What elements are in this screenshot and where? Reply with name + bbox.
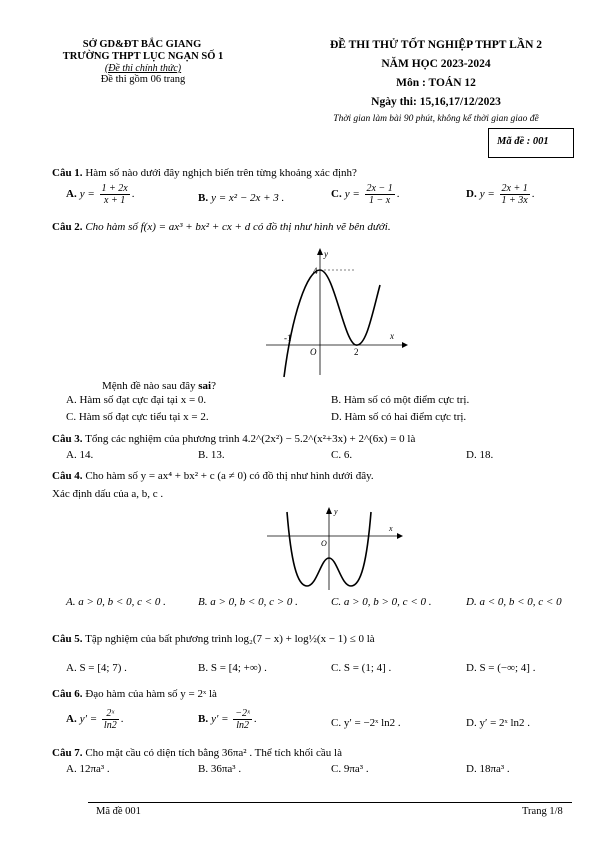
exam-date: Ngày thi: 15,16,17/12/2023 xyxy=(371,96,501,108)
q7-option-a: A. 12πa³ . xyxy=(66,763,110,775)
q5-option-a: A. S = [4; 7) . xyxy=(66,662,127,674)
q2-option-a: A. Hàm số đạt cực đại tại x = 0. xyxy=(66,394,207,406)
exam-code: Mã đề : 001 xyxy=(497,136,549,147)
y-axis-label: y xyxy=(324,249,328,259)
fraction: $\frac{\text{−2ˣ}}{\ln 2}$ xyxy=(235,708,250,731)
q2-prompt: Mệnh đề nào sau đây sai? xyxy=(102,380,216,392)
question-5 xyxy=(52,633,375,645)
q7-option-b: B. 36πa³ . xyxy=(198,763,242,775)
official-note: (Đề thi chính thức) xyxy=(104,63,182,74)
footer-page: Trang 1/8 xyxy=(522,806,563,817)
q1-option-c: C. y = $\frac{2x - 1}{1 - x}$ . xyxy=(331,183,400,206)
school-name: TRƯỜNG THPT LỤC NGẠN SỐ 1 xyxy=(62,51,224,62)
q3-option-a: A. 14. xyxy=(66,449,94,461)
q3-option-d: D. 18. xyxy=(466,449,494,461)
q1-option-b: B. y = x² − 2x + 3 . xyxy=(198,192,285,204)
question-2 xyxy=(52,221,391,233)
tick-label-neg1: -1 xyxy=(284,333,292,343)
q4-option-c: C. a > 0, b > 0, c < 0 . xyxy=(331,596,432,608)
time-limit: Thời gian làm bài 90 phút, không kể thời gian giao đề xyxy=(333,114,539,124)
subject: Môn : TOÁN 12 xyxy=(396,77,476,89)
q4-option-a: A. a > 0, b < 0, c < 0 . xyxy=(66,596,166,608)
question-label: Câu 7. xyxy=(52,747,83,759)
question-label: Câu 2. xyxy=(52,221,83,233)
tick-label-4: 4 xyxy=(313,266,318,276)
question-label: Câu 3. xyxy=(52,433,83,445)
q4-option-b: B. a > 0, b < 0, c > 0 . xyxy=(198,596,298,608)
q3-option-c: C. 6. xyxy=(331,449,353,461)
question-label: Câu 1. xyxy=(52,167,83,179)
fraction: $\frac{2x + 1}{1 + 3x}$ xyxy=(501,183,528,206)
origin-label: O xyxy=(310,347,317,357)
question-3 xyxy=(52,433,415,445)
x-axis-label: x xyxy=(389,524,393,533)
q7-option-c: C. 9πa³ . xyxy=(331,763,369,775)
q6-option-a: A. y′ = $\frac{\text{2ˣ}}{\ln 2}$ . xyxy=(66,708,124,731)
question-text: Tổng các nghiệm của phương trình 4.2^(2x²) − 5.2^(x²+3x) + 2^(6x) = 0 là xyxy=(85,433,416,445)
q5-option-c: C. S = (1; 4] . xyxy=(331,662,392,674)
cubic-graph xyxy=(262,245,412,380)
x-axis-label: x xyxy=(390,331,394,341)
tick-label-2: 2 xyxy=(354,347,359,357)
y-axis-label: y xyxy=(334,507,338,516)
question-4 xyxy=(52,470,374,482)
question-7 xyxy=(52,747,342,759)
q5-option-b: B. S = [4; +∞) . xyxy=(198,662,267,674)
exam-title: ĐỀ THI THỬ TỐT NGHIỆP THPT LẦN 2 xyxy=(329,39,543,51)
question-label: Câu 4. xyxy=(52,470,83,482)
q2-option-d: D. Hàm số có hai điểm cực trị. xyxy=(331,411,467,423)
fraction: $\frac{2x - 1}{1 - x}$ xyxy=(366,183,393,206)
fraction: $\frac{\text{2ˣ}}{\ln 2}$ xyxy=(103,708,117,731)
question-6 xyxy=(52,688,217,700)
fraction: $\frac{1 + 2x}{x + 1}$ xyxy=(101,183,128,206)
dept-name: SỞ GD&ĐT BẮC GIANG xyxy=(82,39,202,50)
q1-option-d: D. y = $\frac{2x + 1}{1 + 3x}$ . xyxy=(466,183,535,206)
q4-text2: Xác định dấu của a, b, c . xyxy=(52,488,164,500)
q1-option-a: A. y = $\frac{1 + 2x}{x + 1}$ . xyxy=(66,183,135,206)
question-text: Cho mặt cầu có diện tích bằng 36πa² . Thể tích khối cầu là xyxy=(85,747,342,759)
question-text: Cho hàm số y = ax⁴ + bx² + c (a ≠ 0) có đồ thị như hình dưới đây. xyxy=(85,470,374,482)
q2-option-b: B. Hàm số có một điểm cực trị. xyxy=(331,394,470,406)
question-1 xyxy=(52,167,357,179)
question-text: Tập nghiệm của bất phương trình log₂(7 − x) + log½(x − 1) ≤ 0 là xyxy=(85,633,375,645)
option-text: y = x² − 2x + 3 . xyxy=(211,192,285,204)
q5-option-d: D. S = (−∞; 4] . xyxy=(466,662,536,674)
question-label: Câu 5. xyxy=(52,633,83,645)
origin-label: O xyxy=(321,539,327,548)
question-text: Hàm số nào dưới đây nghịch biến trên từng khoảng xác định? xyxy=(85,167,357,179)
q6-option-c: C. y′ = −2ˣ ln2 . xyxy=(331,717,401,729)
q3-option-b: B. 13. xyxy=(198,449,225,461)
q7-option-d: D. 18πa³ . xyxy=(466,763,510,775)
q4-option-d: D. a < 0, b < 0, c < 0 xyxy=(466,596,562,608)
q2-option-c: C. Hàm số đạt cực tiểu tại x = 2. xyxy=(66,411,209,423)
page-count: Đề thi gồm 06 trang xyxy=(100,74,186,85)
school-year: NĂM HỌC 2023-2024 xyxy=(381,58,491,70)
exam-code-box xyxy=(488,128,574,158)
question-label: Câu 6. xyxy=(52,688,83,700)
question-text: Đạo hàm của hàm số y = 2ˣ là xyxy=(85,688,217,700)
option-label: A. xyxy=(66,188,77,201)
quartic-graph xyxy=(265,506,405,591)
footer-code: Mã đề 001 xyxy=(96,806,141,817)
q6-option-b: B. y′ = $\frac{\text{−2ˣ}}{\ln 2}$ . xyxy=(198,708,257,731)
question-text: Cho hàm số f(x) = ax³ + bx² + cx + d có đồ thị như hình vẽ bên dưới. xyxy=(85,221,391,233)
footer-divider xyxy=(88,802,572,803)
q6-option-d: D. y′ = 2ˣ ln2 . xyxy=(466,717,531,729)
